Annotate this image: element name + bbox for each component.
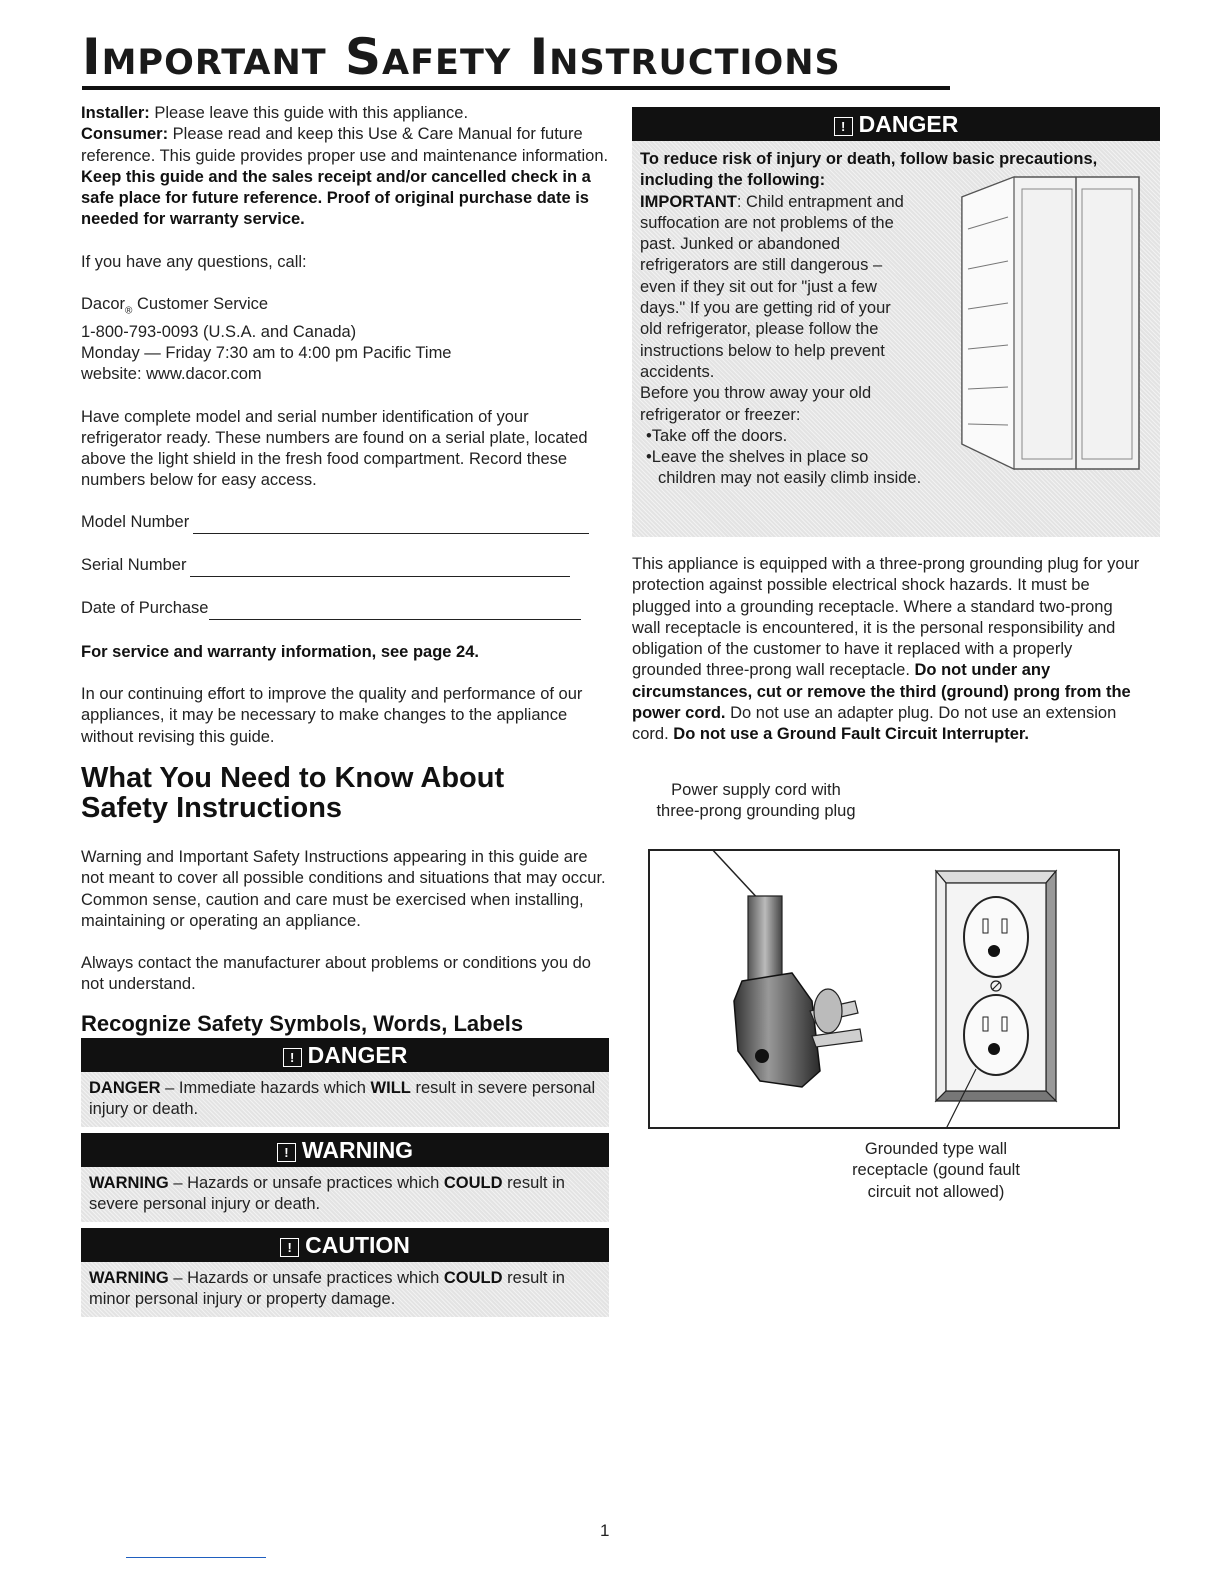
symbols-heading: Recognize Safety Symbols, Words, Labels xyxy=(81,1010,524,1036)
model-number-field[interactable] xyxy=(81,513,611,534)
danger-bullet-1: •Take off the doors. xyxy=(646,426,788,445)
warning-label-header: ! WARNING xyxy=(81,1133,609,1167)
danger-box-line: instructions below to help prevent xyxy=(640,341,885,360)
danger-box-line: even if they sit out for "just a few xyxy=(640,277,877,296)
refrigerator-danger-box xyxy=(632,107,1160,537)
warning-label-text: WARNING – Hazards or unsafe practices which COULD result in severe personal injury or death. xyxy=(81,1167,609,1222)
installer-paragraph xyxy=(81,103,611,124)
danger-box-body xyxy=(632,141,1160,537)
safety-paragraph-2: Always contact the manufacturer about problems or conditions you do not understand. xyxy=(81,954,591,994)
serial-number-label: Serial Number xyxy=(81,556,187,575)
consumer-text: Please read and keep this Use & Care Manual for future reference. This guide provides proper use and maintenance information. xyxy=(81,125,609,165)
service-hours: Monday — Friday 7:30 am to 4:00 pm Pacific Time xyxy=(81,343,452,362)
danger-label-box xyxy=(81,1038,609,1127)
consumer-bold-text: Keep this guide and the sales receipt and/or cancelled check in a safe place for future reference. Proof of original purchase date is needed for warranty service. xyxy=(81,167,591,229)
serial-number-line[interactable] xyxy=(190,560,570,577)
phone-number: 1-800-793-0093 (U.S.A. and Canada) xyxy=(81,322,357,341)
danger-box-important-line: IMPORTANT: Child entrapment and xyxy=(640,192,904,211)
purchase-date-line[interactable] xyxy=(209,603,581,620)
registered-mark: ® xyxy=(125,305,133,317)
warning-symbol-icon: ! xyxy=(280,1238,299,1257)
section-heading: What You Need to Know About Safety Instructions xyxy=(81,761,505,824)
consumer-paragraph xyxy=(81,124,611,230)
caution-label-box xyxy=(81,1228,609,1317)
danger-bullet-2-continued: children may not easily climb inside. xyxy=(658,469,922,488)
model-info-paragraph: Have complete model and serial number identification of your refrigerator ready. These numbers are found on a serial plate, located above the light shield in the fresh food compartment. Record these numbers below for easy access. xyxy=(81,407,588,490)
danger-box-line: Before you throw away your old xyxy=(640,384,872,403)
plug-caption: Power supply cord with three-prong grounding plug xyxy=(656,781,856,821)
serial-number-field[interactable] xyxy=(81,556,611,577)
footer-line xyxy=(126,1557,266,1558)
purchase-date-label: Date of Purchase xyxy=(81,599,209,618)
improvement-note: In our continuing effort to improve the quality and performance of our appliances, it may be necessary to make changes to the appliance without revising this guide. xyxy=(81,685,583,746)
caution-label-text: WARNING – Hazards or unsafe practices which COULD result in minor personal injury or property damage. xyxy=(81,1262,609,1317)
model-number-line[interactable] xyxy=(193,517,589,534)
consumer-label: Consumer: xyxy=(81,125,169,144)
danger-box-line: refrigerator or freezer: xyxy=(640,405,801,424)
purchase-date-field[interactable] xyxy=(81,599,611,620)
danger-box-line: suffocation are not problems of the xyxy=(640,213,894,232)
installer-text: Please leave this guide with this appliance. xyxy=(149,104,469,122)
danger-box-line: past. Junked or abandoned xyxy=(640,235,840,254)
danger-box-line: old refrigerator, please follow the xyxy=(640,320,879,339)
warning-symbol-icon: ! xyxy=(283,1048,302,1067)
warning-label-box xyxy=(81,1133,609,1222)
installer-label: Installer: xyxy=(81,104,150,122)
grounding-paragraph: This appliance is equipped with a three-prong grounding plug for your protection against possible electrical shock hazards. It must be plugged into a grounding receptacle. Where a standard two-prong wall receptacle is encountered, it is the personal responsibility and obligation of the customer to have it replaced with a properly grounded three-prong wall receptacle. Do not under any circumstances, cut or remove the third (ground) prong from the power cord. Do not use an adapter plug. Do not use an extension cord. Do not use a Ground Fault Circuit Interrupter. xyxy=(632,555,1140,744)
danger-label-text: DANGER – Immediate hazards which WILL result in severe personal injury or death. xyxy=(81,1072,609,1127)
warning-symbol-icon: ! xyxy=(277,1143,296,1162)
question-text: If you have any questions, call: xyxy=(81,252,307,271)
website-link[interactable]: website: www.dacor.com xyxy=(81,365,262,384)
service-name xyxy=(81,294,611,322)
service-brand: Dacor xyxy=(81,295,126,314)
title-rule xyxy=(82,86,950,90)
danger-bullet-2: •Leave the shelves in place so xyxy=(646,448,869,467)
danger-label-header: ! DANGER xyxy=(81,1038,609,1072)
safety-paragraph-1: Warning and Important Safety Instructions appearing in this guide are not meant to cover all possible conditions and situations that may occur. Common sense, caution and care must be exercised when installing, maintaining or operating an appliance. xyxy=(81,847,606,930)
service-note: For service and warranty information, see page 24. xyxy=(81,642,479,661)
danger-box-line: refrigerators are still dangerous – xyxy=(640,256,883,275)
service-label: Customer Service xyxy=(132,295,269,314)
left-column xyxy=(81,103,611,1049)
caution-label-header: ! CAUTION xyxy=(81,1228,609,1262)
danger-box-header: ! DANGER xyxy=(632,107,1160,141)
outlet-illustration xyxy=(648,849,1120,1129)
danger-box-line: days." If you are getting rid of your xyxy=(640,299,891,318)
warning-symbol-icon: ! xyxy=(834,117,853,136)
outlet-caption: Grounded type wall receptacle (gound fault circuit not allowed) xyxy=(852,1140,1020,1201)
page-number: 1 xyxy=(600,1521,610,1540)
model-number-label: Model Number xyxy=(81,513,190,532)
page-title: Important Safety Instructions xyxy=(82,28,841,86)
danger-box-lead: To reduce risk of injury or death, follow basic precautions, including the following: xyxy=(640,150,1098,190)
danger-box-line: accidents. xyxy=(640,362,715,381)
